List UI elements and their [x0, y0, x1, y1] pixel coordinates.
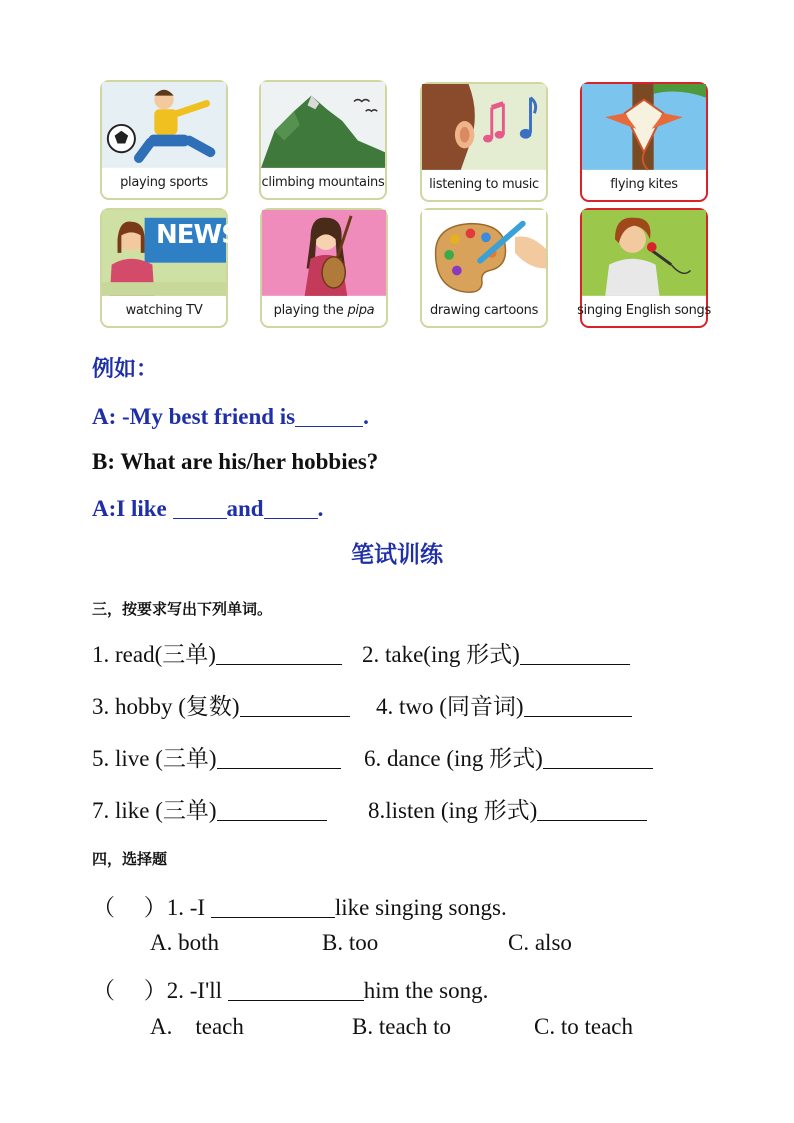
section3-heading: 三，按要求写出下列单词。: [92, 600, 273, 618]
hobby-card-flying-kites: [580, 82, 708, 202]
mc-question-2: （ ）2. -I'll him the song.: [92, 978, 489, 1003]
hobby-card-drawing-cartoons: [420, 208, 548, 328]
hobby-caption: flying kites: [610, 177, 678, 193]
answer-blank: [228, 977, 364, 1001]
hobby-card-playing-the-pipa: [260, 208, 388, 328]
hobby-caption: playing the pipa: [273, 303, 375, 319]
music-illustration: [422, 84, 546, 170]
answer-parenthesis[interactable]: （ ）: [92, 895, 167, 920]
mc-question-1: （ ）1. -I like singing songs.: [92, 895, 507, 920]
answer-blank[interactable]: [524, 693, 632, 717]
example-heading: 例如：: [92, 357, 159, 382]
answer-blank[interactable]: [173, 495, 227, 519]
example-line-b: B: What are his/her hobbies?: [92, 449, 379, 474]
word-item: 4. two (同音词): [376, 688, 632, 721]
word-item: 1. read(三单): [92, 636, 342, 669]
news-sign: NEWS: [156, 220, 239, 250]
hobby-caption: singing English songs: [577, 303, 711, 319]
example-line-a2: A:I like and .: [92, 496, 324, 521]
word-item: 6. dance (ing 形式): [364, 740, 653, 773]
hobby-card-singing-english-songs: [577, 208, 711, 328]
example-line-a1: A: -My best friend is .: [92, 404, 369, 429]
mc-option-c: C. also: [508, 930, 572, 955]
hobby-caption: watching TV: [125, 303, 203, 319]
answer-blank[interactable]: [217, 797, 327, 821]
word-item: 7. like (三单): [92, 792, 327, 825]
playing-sports-illustration: [102, 82, 226, 168]
answer-blank[interactable]: [537, 797, 647, 821]
answer-blank[interactable]: [240, 693, 350, 717]
word-item: 3. hobby (复数): [92, 688, 350, 721]
palette-illustration: [422, 210, 546, 296]
pipa-illustration: [262, 210, 386, 296]
mc-option-b: B. teach to: [352, 1014, 451, 1039]
answer-blank: [211, 894, 335, 918]
answer-parenthesis[interactable]: （ ）: [92, 978, 167, 1003]
word-item: 5. live (三单): [92, 740, 341, 773]
word-item: 8.listen (ing 形式): [368, 792, 647, 825]
answer-blank[interactable]: [543, 745, 653, 769]
written-practice-title: 笔试训练: [351, 542, 443, 568]
answer-blank[interactable]: [217, 745, 341, 769]
singing-illustration: [582, 210, 706, 296]
mc-option-a: A. teach: [150, 1014, 244, 1039]
hobby-card-watching-tv: [100, 208, 239, 328]
hobby-caption: playing sports: [120, 175, 208, 191]
hobby-card-playing-sports: [100, 80, 228, 200]
hobby-caption: drawing cartoons: [429, 303, 539, 319]
hobby-card-listening-to-music: [420, 82, 548, 202]
answer-blank[interactable]: [264, 495, 318, 519]
hobby-caption: listening to music: [429, 177, 539, 193]
answer-blank[interactable]: [216, 641, 342, 665]
hobby-card-climbing-mountains: [259, 80, 387, 200]
hobby-caption: climbing mountains: [261, 175, 385, 191]
mc-option-c: C. to teach: [534, 1014, 633, 1039]
section4-heading: 四，选择题: [92, 850, 168, 868]
mc-option-a: A. both: [150, 930, 219, 955]
answer-blank[interactable]: [295, 403, 363, 427]
answer-blank[interactable]: [520, 641, 630, 665]
word-item: 2. take(ing 形式): [362, 636, 630, 669]
mc-option-b: B. too: [322, 930, 379, 955]
mountains-illustration: [261, 82, 385, 168]
kite-illustration: [582, 84, 706, 170]
